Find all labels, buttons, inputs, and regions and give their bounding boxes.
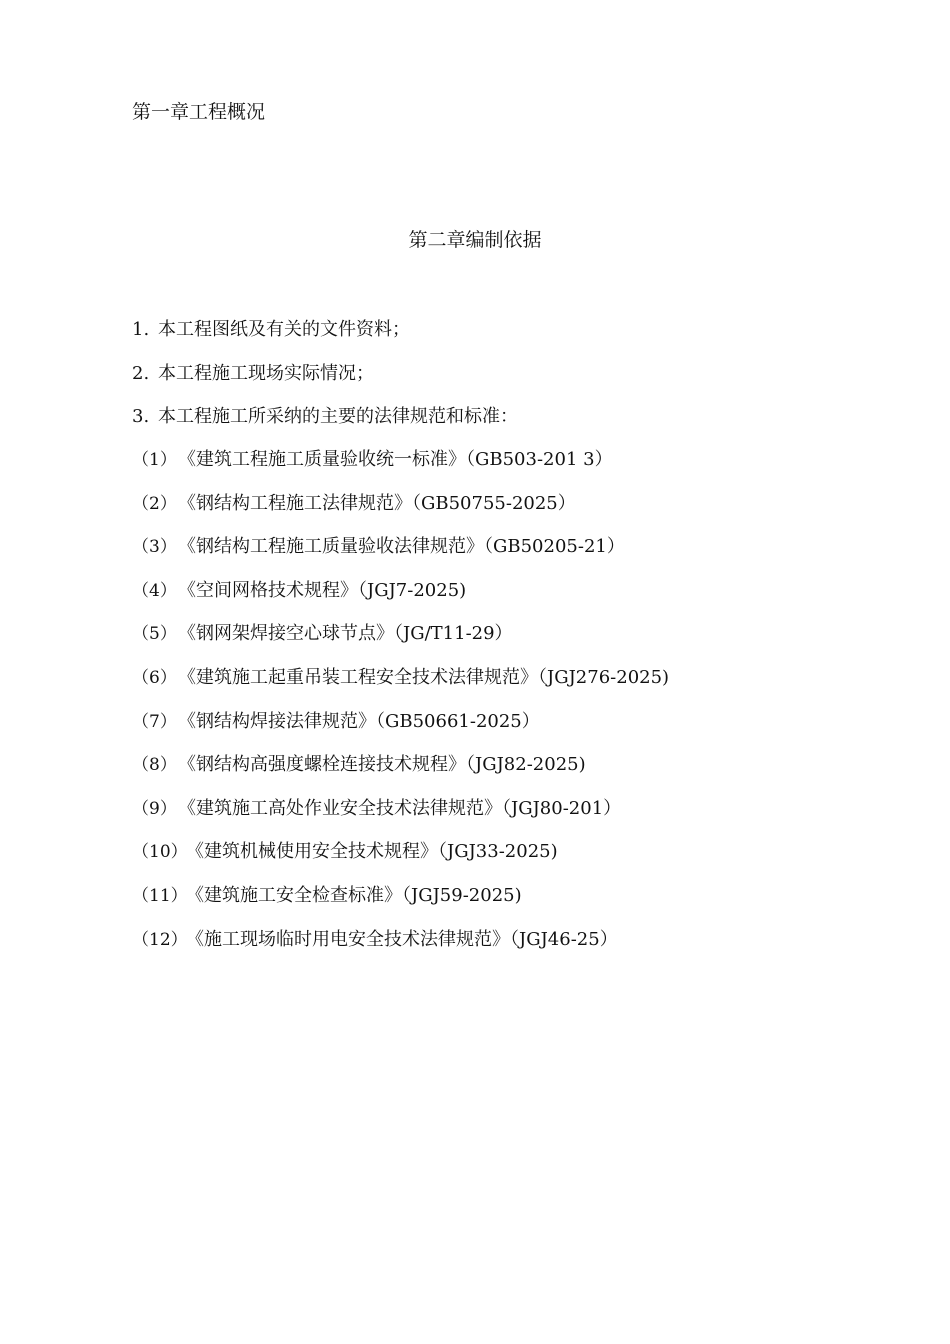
standard-item-number: （8） <box>132 755 177 776</box>
standard-item-number: （6） <box>132 667 177 688</box>
standard-item <box>132 491 669 535</box>
basis-item <box>132 317 518 361</box>
standard-item <box>132 839 669 883</box>
standard-item-text: 《建筑施工高处作业安全技术法律规范》（JGJ80-201） <box>178 797 622 819</box>
standard-item <box>132 578 669 622</box>
standard-item-text: 《钢结构焊接法律规范》（GB50661-2025） <box>178 710 540 732</box>
standard-item-number: （9） <box>132 798 177 819</box>
standard-item-text: 《钢结构高强度螺栓连接技术规程》（JGJ82-2025) <box>178 754 586 776</box>
standard-item-text: 《建筑工程施工质量验收统一标准》（GB503-201 3） <box>178 449 613 470</box>
standard-item <box>132 447 669 491</box>
basis-item-text: 本工程图纸及有关的文件资料； <box>158 319 410 340</box>
basis-item-number: 3. <box>132 406 150 427</box>
standard-item-number: （2） <box>132 493 177 514</box>
standard-item-number: （3） <box>132 537 177 558</box>
basis-item <box>132 361 518 405</box>
chapter1-heading: 第一章工程概况 <box>132 101 266 123</box>
basis-item-number: 1. <box>132 319 150 340</box>
chapter2-heading: 第二章编制依据 <box>408 229 542 251</box>
standards-list <box>132 447 669 970</box>
basis-list <box>132 317 518 448</box>
standard-item <box>132 752 669 796</box>
standard-item-text: 《钢结构工程施工法律规范》（GB50755-2025） <box>178 492 576 514</box>
standard-item <box>132 927 669 971</box>
standard-item <box>132 621 669 665</box>
standard-item <box>132 883 669 927</box>
standard-item-text: 《建筑机械使用安全技术规程》（JGJ33-2025) <box>186 841 558 863</box>
standard-item-number: （1） <box>132 450 177 470</box>
standard-item-number: （11） <box>132 885 188 906</box>
standard-item <box>132 665 669 709</box>
basis-item-text: 本工程施工现场实际情况； <box>158 362 374 384</box>
standard-item-number: （12） <box>132 929 188 950</box>
standard-item-number: （4） <box>132 580 177 601</box>
standard-item-text: 《钢网架焊接空心球节点》（JG/T11-29） <box>178 623 513 645</box>
standard-item <box>132 534 669 578</box>
standard-item-text: 《钢结构工程施工质量验收法律规范》（GB50205-21） <box>178 536 625 558</box>
standard-item-number: （7） <box>132 711 177 732</box>
standard-item <box>132 796 669 840</box>
standard-item-text: 《空间网格技术规程》（JGJ7-2025) <box>178 579 467 601</box>
standard-item-text: 《建筑施工起重吊装工程安全技术法律规范》（JGJ276-2025) <box>178 666 670 688</box>
standard-item <box>132 709 669 753</box>
standard-item-number: （10） <box>132 842 188 863</box>
basis-item-text: 本工程施工所采纳的主要的法律规范和标准： <box>158 406 518 427</box>
standard-item-number: （5） <box>132 624 177 645</box>
standard-item-text: 《施工现场临时用电安全技术法律规范》（JGJ46-25） <box>186 928 618 950</box>
basis-item <box>132 404 518 448</box>
basis-item-number: 2. <box>132 362 150 384</box>
standard-item-text: 《建筑施工安全检查标准》（JGJ59-2025) <box>186 884 522 906</box>
